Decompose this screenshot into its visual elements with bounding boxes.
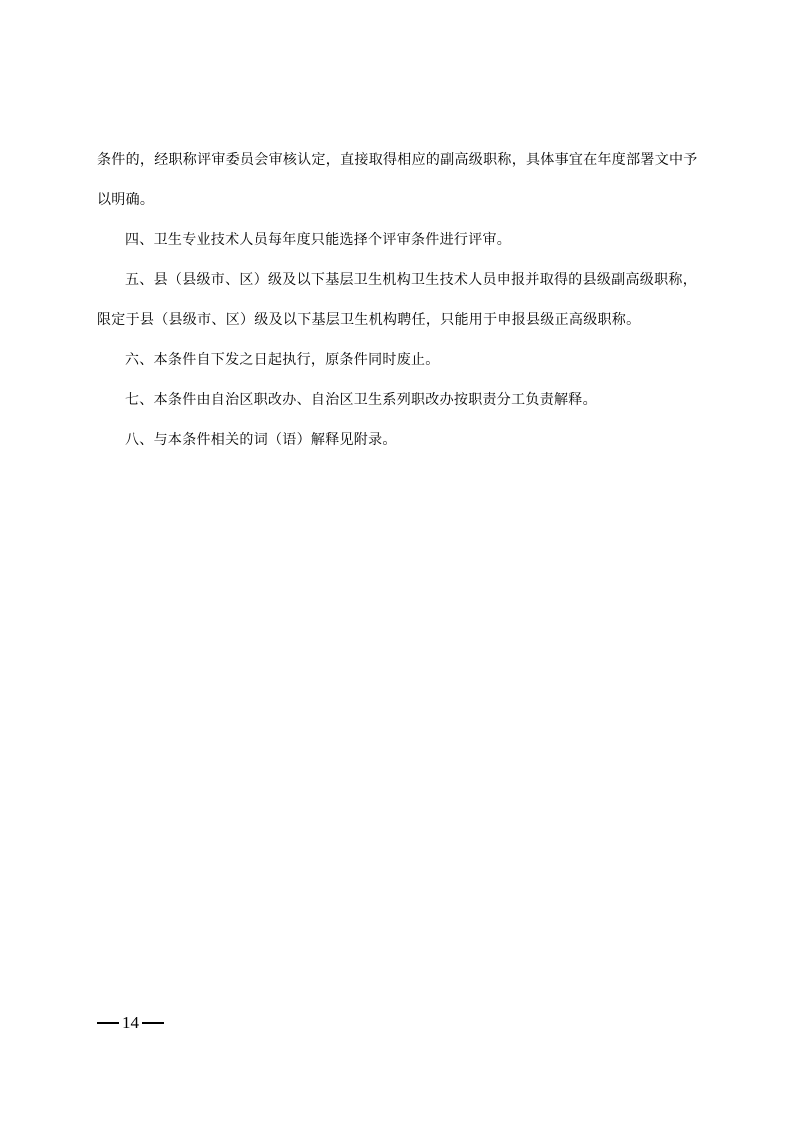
paragraph-line: 四、卫生专业技术人员每年度只能选择个评审条件进行评审。 [125, 232, 512, 248]
paragraph-line: 七、本条件由自治区职改办、自治区卫生系列职改办按职责分工负责解释。 [125, 392, 597, 408]
document-body [97, 140, 697, 460]
page-footer [97, 1008, 164, 1038]
footer-dash-right [142, 1022, 164, 1024]
paragraph-line: 八、与本条件相关的词（语）解释见附录。 [125, 432, 397, 448]
paragraph-line: 以明确。 [97, 192, 155, 208]
footer-dash-left [97, 1022, 119, 1024]
page-number: 14 [122, 1013, 139, 1032]
paragraph-line: 限定于县（县级市、区）级及以下基层卫生机构聘任，只能用于申报县级正高级职称。 [97, 312, 641, 328]
paragraph-line: 五、县（县级市、区）级及以下基层卫生机构卫生技术人员申报并取得的县级副高级职称， [125, 272, 697, 288]
paragraph-line: 条件的，经职称评审委员会审核认定，直接取得相应的副高级职称，具体事宜在年度部署文中予 [97, 152, 698, 168]
paragraph-line: 六、本条件自下发之日起执行，原条件同时废止。 [125, 352, 440, 368]
